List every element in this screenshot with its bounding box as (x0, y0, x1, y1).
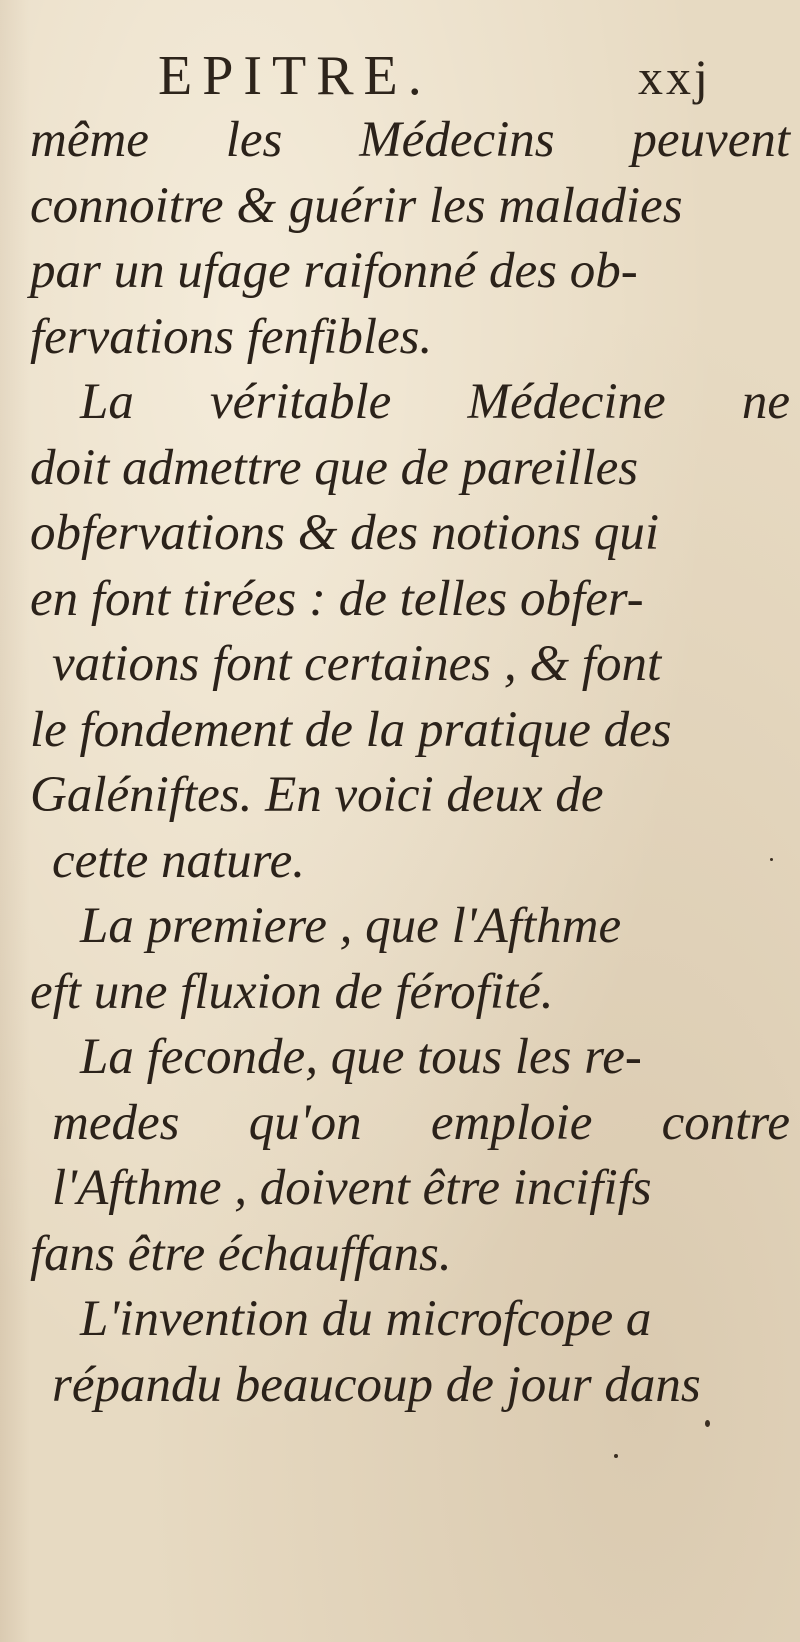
page-number: xxj (638, 49, 711, 105)
ink-speck (614, 1454, 618, 1458)
body-text (30, 108, 790, 1418)
text-line: fans être échauffans. (30, 1225, 452, 1282)
text-line: medes qu'on emploie contre (52, 1094, 790, 1151)
paragraph-start-line: La premiere , que l'Afthme (80, 898, 622, 954)
text-line: fervations fenfibles. (30, 308, 433, 365)
text-line: l'Afthme , doivent être incififs (52, 1160, 652, 1216)
text-line: par un ufage raifonné des ob- (30, 243, 638, 299)
text-line: répandu beaucoup de jour dans (52, 1356, 701, 1413)
text-line: cette nature. (52, 832, 306, 889)
text-line: en font tirées : de telles obfer- (30, 570, 644, 627)
text-line: obfervations & des notions qui (30, 505, 659, 561)
text-line: le fondement de la pratique des (30, 701, 672, 758)
text-line: vations font certaines , & font (52, 636, 662, 692)
text-line: doit admettre que de pareilles (30, 439, 639, 496)
paragraph-start-line: La véritable Médecine ne (80, 374, 790, 430)
text-line: eft une fluxion de férofité. (30, 963, 554, 1020)
text-line: Galéniftes. En voici deux de (30, 767, 604, 823)
paragraph-start-line: La feconde, que tous les re- (80, 1029, 642, 1085)
ink-speck (770, 858, 773, 861)
paragraph-start-line: L'invention du microfcope a (80, 1291, 652, 1347)
running-title: EPITRE. (158, 45, 432, 107)
text-line: même les Médecins peuvent (30, 112, 790, 168)
text-line: connoitre & guérir les maladies (30, 177, 683, 234)
ink-speck (705, 1420, 710, 1427)
